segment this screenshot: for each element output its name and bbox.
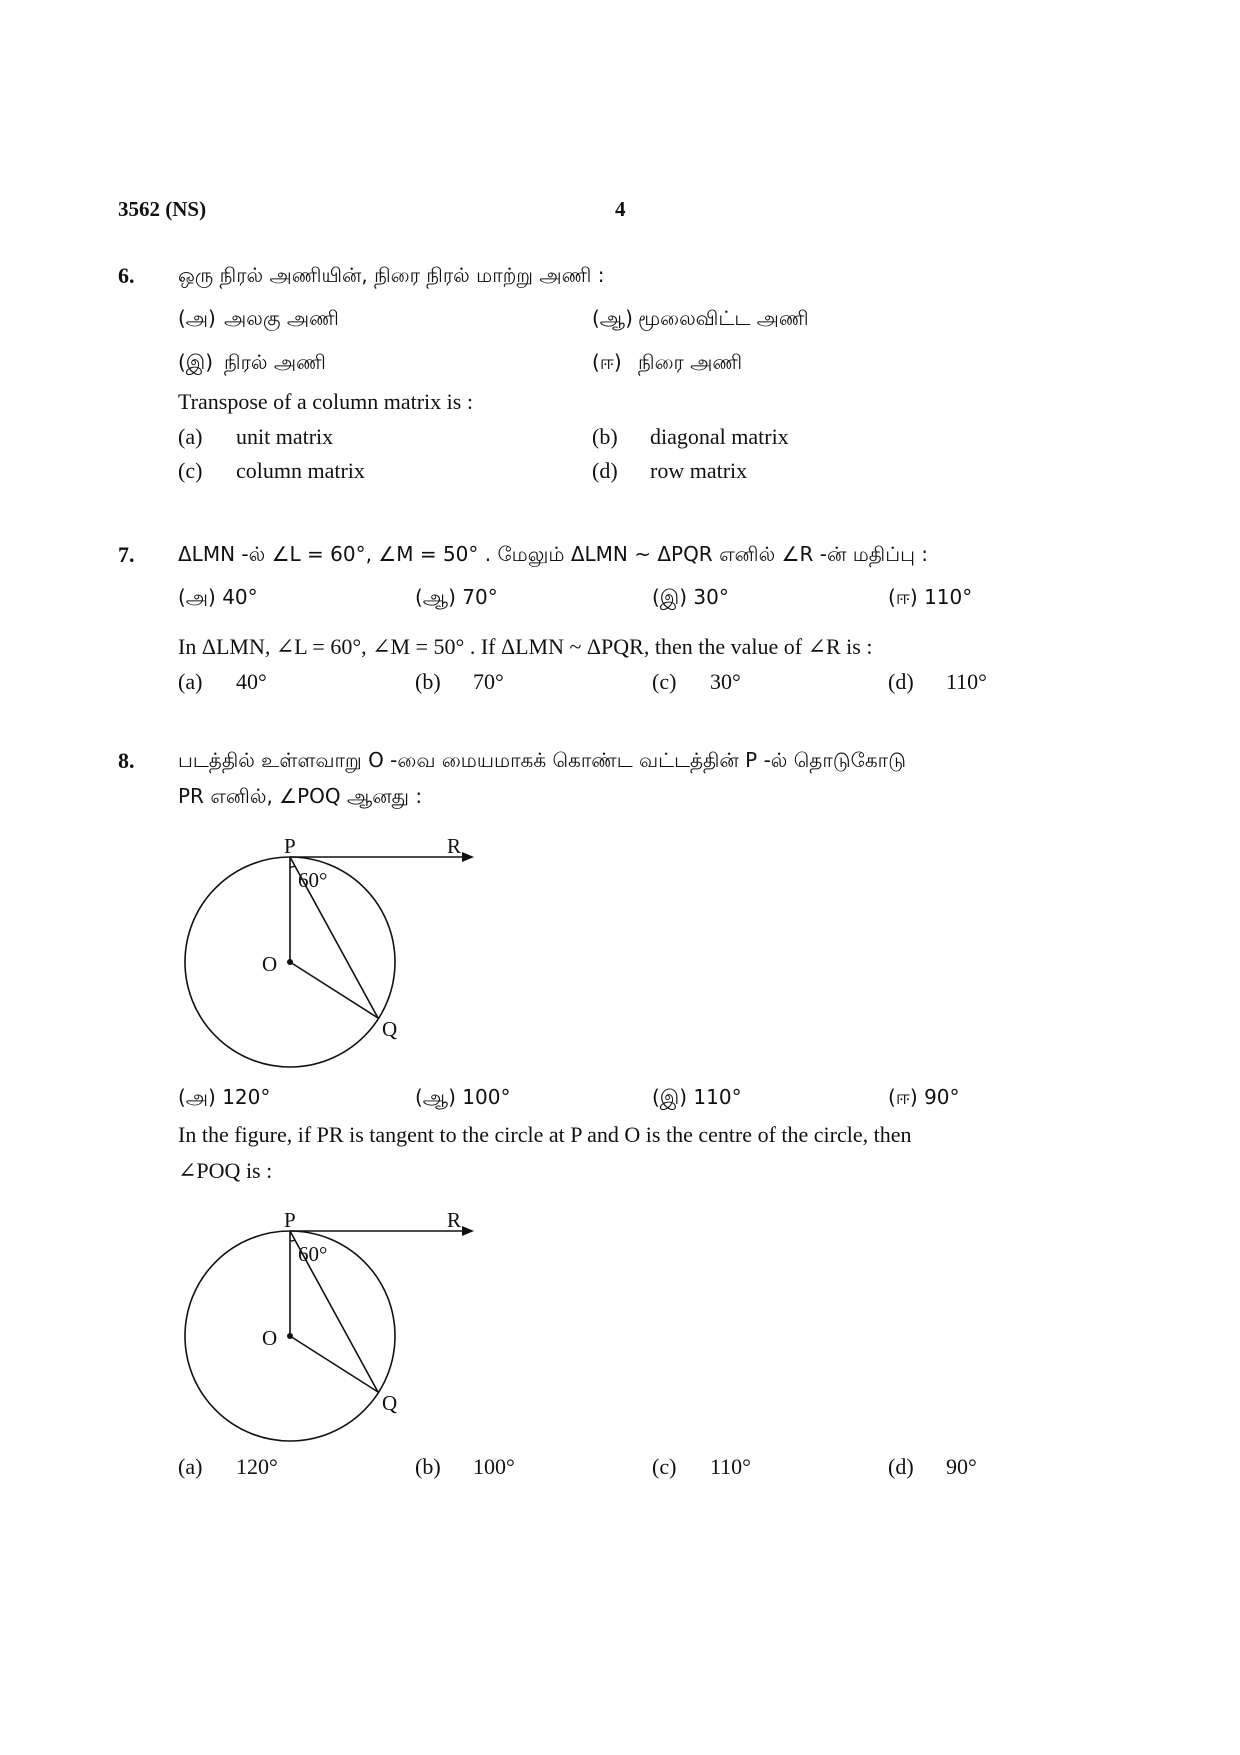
q6-english-option-a: (a) unit matrix	[178, 424, 334, 449]
label-o: O	[262, 1326, 278, 1350]
centre-dot	[287, 959, 293, 965]
q6-english-option-d: (d) row matrix	[592, 458, 748, 483]
q8-figure-english	[170, 1200, 490, 1450]
q6-english-option-c: (c) column matrix	[178, 458, 365, 483]
label-r: R	[447, 834, 462, 858]
q6-tamil-option-a: (அ) அலகு அணி	[178, 306, 339, 330]
q8-english-option-c: (c) 110°	[652, 1454, 751, 1479]
label-p: P	[284, 834, 296, 858]
q6-tamil-option-d: (ஈ) நிரை அணி	[592, 350, 743, 374]
q8-english-option-b: (b) 100°	[415, 1454, 515, 1479]
question-6-number: 6.	[118, 263, 135, 288]
label-r: R	[447, 1208, 462, 1232]
label-p: P	[284, 1208, 296, 1232]
label-q: Q	[382, 1391, 398, 1415]
q8-tamil-option-b: (ஆ) 100°	[415, 1085, 511, 1109]
radius-oq-line	[290, 1336, 378, 1392]
question-7-number: 7.	[118, 542, 135, 567]
q7-tamil-option-a: (அ) 40°	[178, 585, 258, 609]
q6-tamil-option-b: (ஆ) மூலைவிட்ட அணி	[592, 306, 809, 330]
label-angle: 60°	[298, 868, 328, 892]
q7-english-option-a: (a) 40°	[178, 669, 267, 694]
q8-english-option-d: (d) 90°	[888, 1454, 977, 1479]
q8-tamil-option-c: (இ) 110°	[652, 1085, 742, 1109]
arrow-head-icon	[462, 1226, 474, 1236]
question-7-english-stem: In ΔLMN, ∠L = 60°, ∠M = 50° . If ΔLMN ~ ΔPQR, then the value of ∠R is :	[178, 634, 873, 659]
q8-tamil-option-a: (அ) 120°	[178, 1085, 271, 1109]
q7-english-option-c: (c) 30°	[652, 669, 741, 694]
q7-english-option-d: (d) 110°	[888, 669, 987, 694]
q7-tamil-option-c: (இ) 30°	[652, 585, 729, 609]
q6-english-option-b: (b) diagonal matrix	[592, 424, 789, 449]
page-number: 4	[615, 197, 626, 221]
q7-tamil-option-d: (ஈ) 110°	[888, 585, 973, 609]
question-8-number: 8.	[118, 748, 135, 773]
q8-english-option-a: (a) 120°	[178, 1454, 278, 1479]
q8-tamil-option-d: (ஈ) 90°	[888, 1085, 960, 1109]
q7-english-option-b: (b) 70°	[415, 669, 504, 694]
q7-tamil-option-b: (ஆ) 70°	[415, 585, 498, 609]
q6-tamil-option-c: (இ) நிரல் அணி	[178, 350, 326, 374]
q8-figure-tamil	[170, 826, 490, 1076]
question-7-tamil-stem: ΔLMN -ல் ∠L = 60°, ∠M = 50° . மேலும் ΔLMN ~ ΔPQR எனில் ∠R -ன் மதிப்பு :	[178, 542, 929, 566]
question-8-english-stem-line1: In the figure, if PR is tangent to the circle at P and O is the centre of the circle, then	[178, 1122, 912, 1147]
radius-oq-line	[290, 962, 378, 1018]
label-angle: 60°	[298, 1242, 328, 1266]
label-q: Q	[382, 1017, 398, 1041]
question-8-tamil-stem-line1: படத்தில் உள்ளவாறு O -வை மையமாகக் கொண்ட வட்டத்தின் P -ல் தொடுகோடு	[178, 748, 906, 772]
exam-code: 3562 (NS)	[118, 197, 207, 221]
question-8-english-stem-line2: ∠POQ is :	[178, 1158, 273, 1183]
question-6-english-stem: Transpose of a column matrix is :	[178, 389, 473, 414]
arrow-head-icon	[462, 852, 474, 862]
label-o: O	[262, 952, 278, 976]
question-6-tamil-stem: ஒரு நிரல் அணியின், நிரை நிரல் மாற்று அணி :	[178, 263, 605, 287]
question-8-tamil-stem-line2: PR எனில், ∠POQ ஆனது :	[178, 784, 423, 808]
centre-dot	[287, 1333, 293, 1339]
